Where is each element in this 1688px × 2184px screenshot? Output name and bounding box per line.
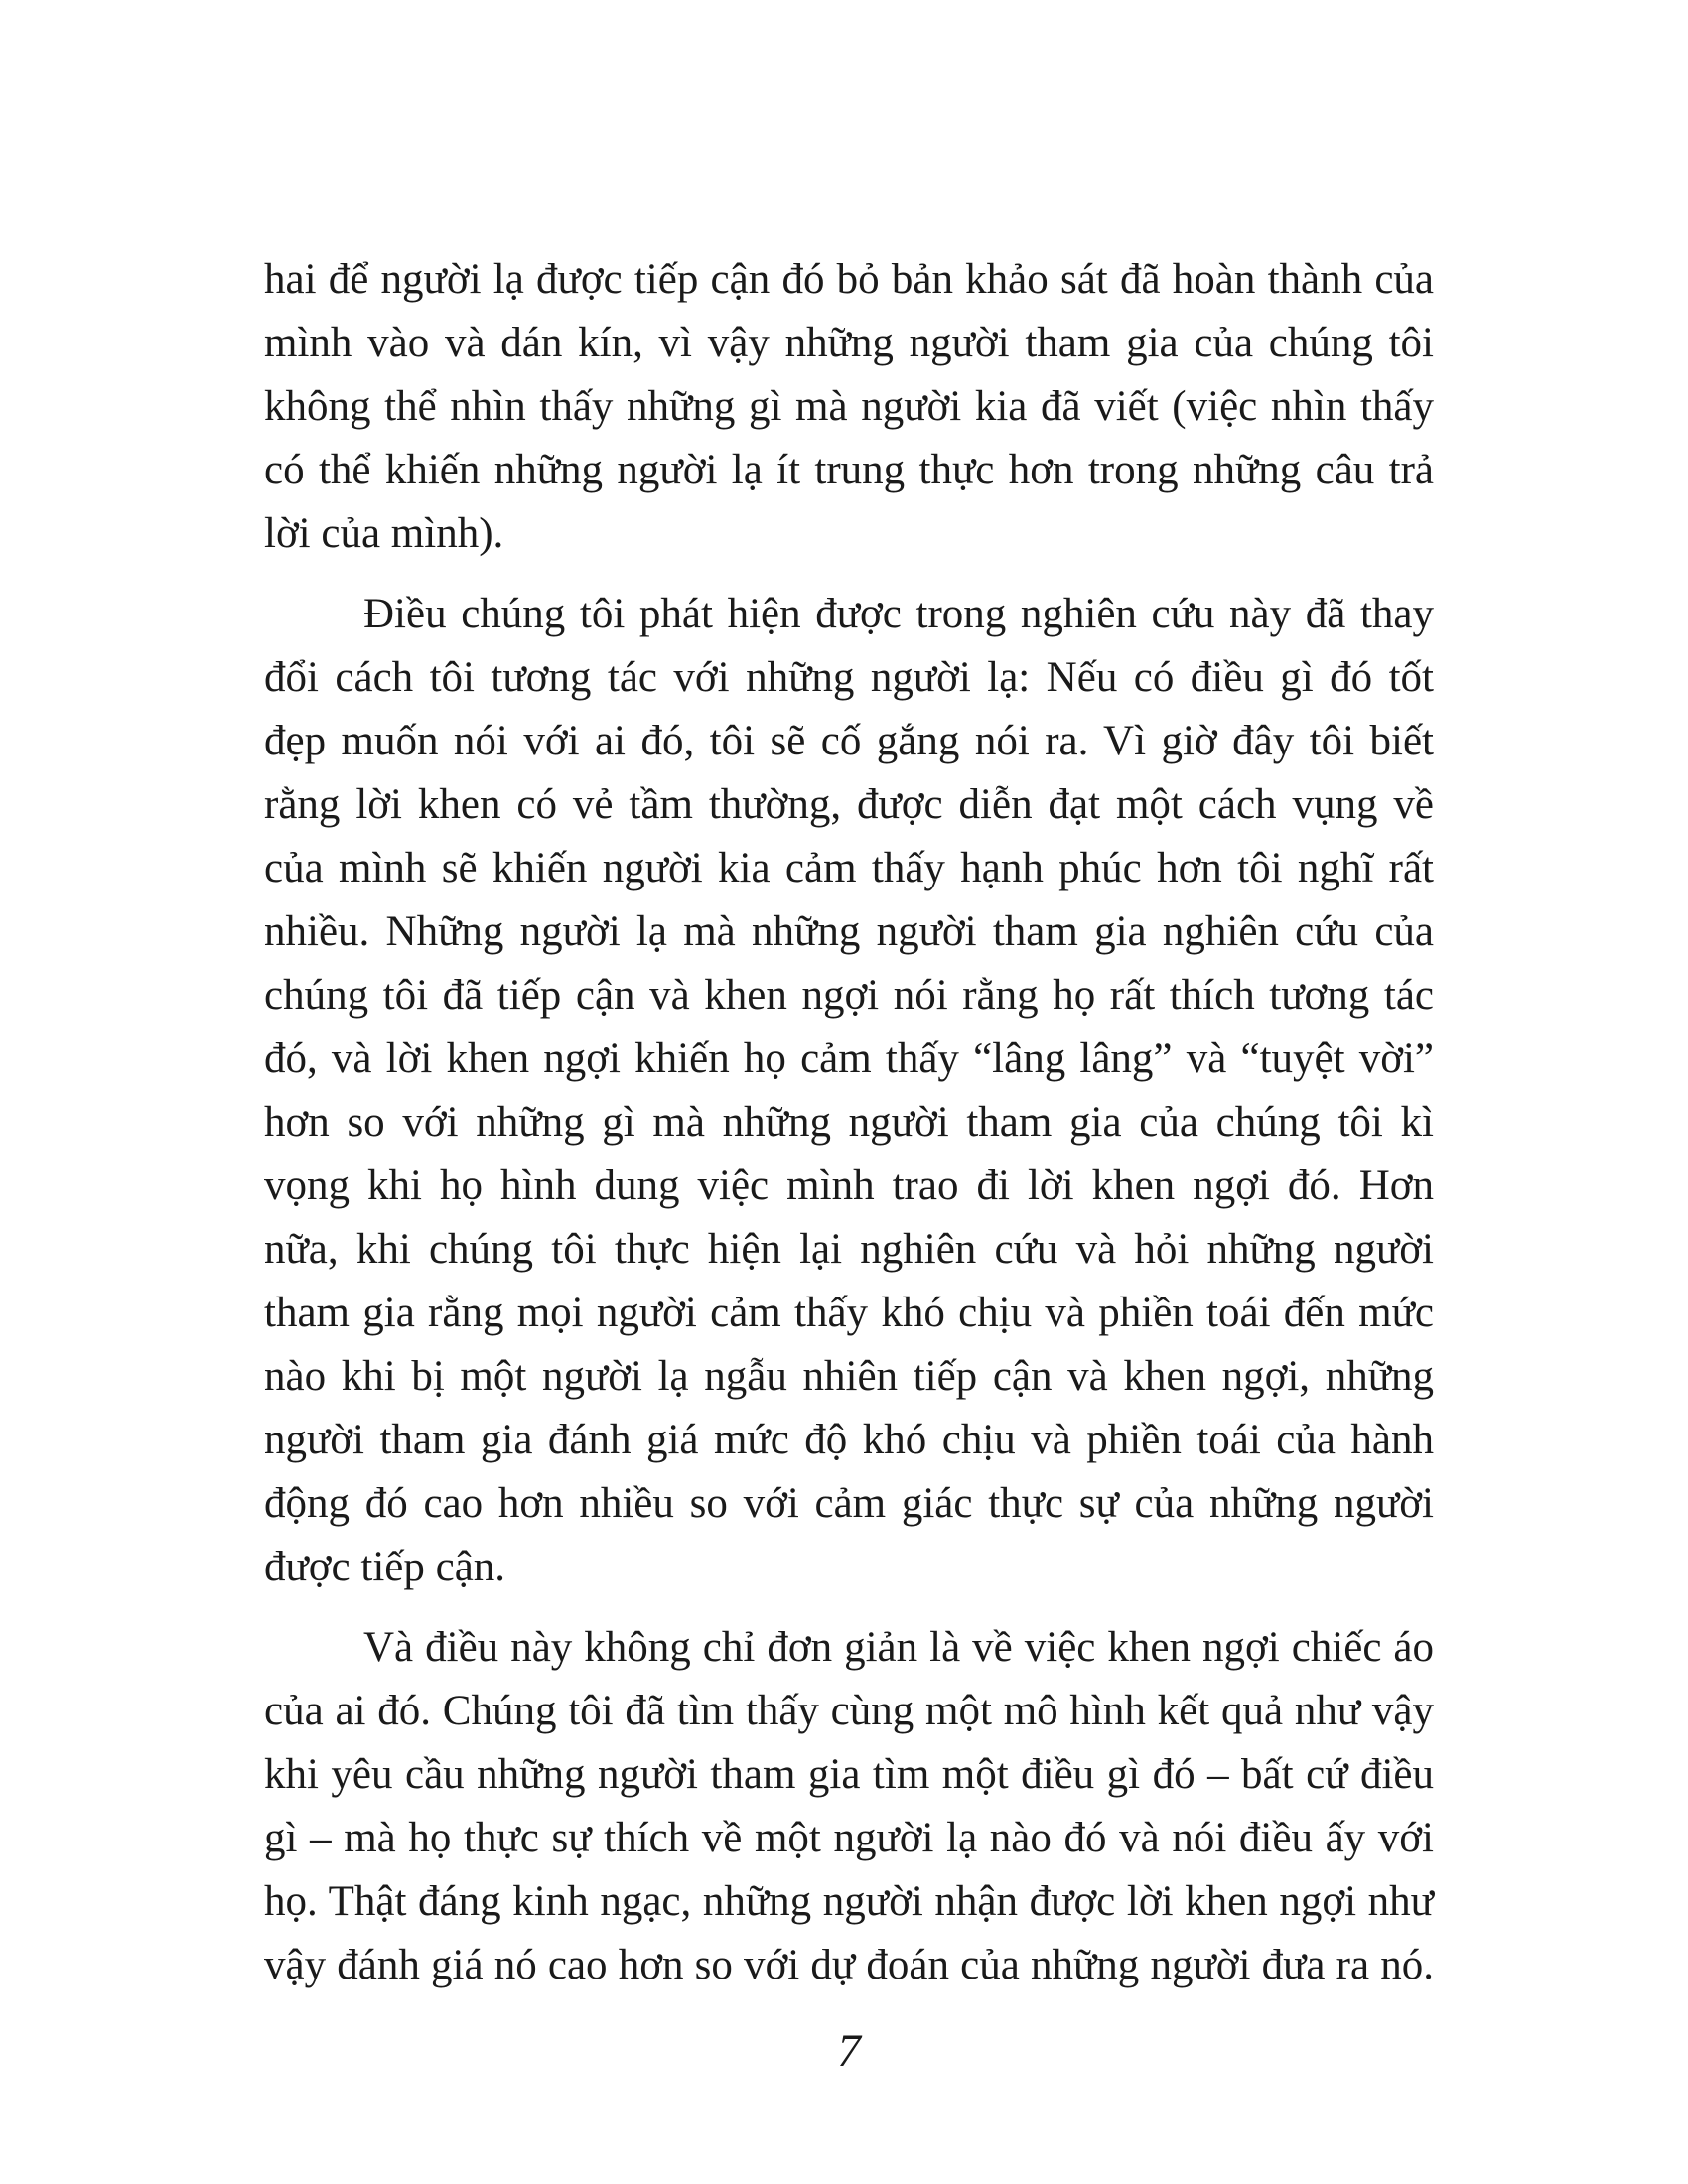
text-line: đó, và lời khen ngợi khiến họ cảm thấy “lâng lâng” và “tuyệt vời” bbox=[264, 1035, 1434, 1082]
text-line: vậy đánh giá nó cao hơn so với dự đoán của những người đưa ra nó. bbox=[264, 1942, 1434, 1988]
paragraph bbox=[264, 1616, 1434, 1997]
text-line: vọng khi họ hình dung việc mình trao đi lời khen ngợi đó. Hơn bbox=[264, 1162, 1434, 1209]
text-block bbox=[264, 248, 1434, 1997]
text-line: rằng lời khen có vẻ tầm thường, được diễn đạt một cách vụng về bbox=[264, 781, 1434, 828]
text-line: nhiều. Những người lạ mà những người tham gia nghiên cứu của bbox=[264, 908, 1434, 955]
text-line: hơn so với những gì mà những người tham gia của chúng tôi kì bbox=[264, 1099, 1434, 1146]
text-line: họ. Thật đáng kinh ngạc, những người nhận được lời khen ngợi như bbox=[264, 1878, 1434, 1925]
text-line: tham gia rằng mọi người cảm thấy khó chịu và phiền toái đến mức bbox=[264, 1290, 1434, 1336]
text-line: Điều chúng tôi phát hiện được trong nghiên cứu này đã thay bbox=[363, 591, 1434, 637]
text-line: khi yêu cầu những người tham gia tìm một điều gì đó – bất cứ điều bbox=[264, 1751, 1434, 1798]
text-line: động đó cao hơn nhiều so với cảm giác thực sự của những người bbox=[264, 1480, 1434, 1527]
text-line: của ai đó. Chúng tôi đã tìm thấy cùng một mô hình kết quả như vậy bbox=[264, 1688, 1434, 1734]
text-line: hai để người lạ được tiếp cận đó bỏ bản khảo sát đã hoàn thành của bbox=[264, 256, 1434, 303]
text-line: đổi cách tôi tương tác với những người lạ: Nếu có điều gì đó tốt bbox=[264, 654, 1434, 701]
text-line: mình vào và dán kín, vì vậy những người tham gia của chúng tôi bbox=[264, 320, 1434, 366]
text-line: được tiếp cận. bbox=[264, 1544, 506, 1590]
text-line: lời của mình). bbox=[264, 510, 504, 557]
paragraph bbox=[264, 583, 1434, 1599]
page-number: 7 bbox=[837, 2025, 861, 2077]
text-line: không thể nhìn thấy những gì mà người kia đã viết (việc nhìn thấy bbox=[264, 383, 1434, 430]
text-line: có thể khiến những người lạ ít trung thực hơn trong những câu trả bbox=[264, 447, 1434, 493]
text-line: người tham gia đánh giá mức độ khó chịu và phiền toái của hành bbox=[264, 1417, 1434, 1463]
text-line: nào khi bị một người lạ ngẫu nhiên tiếp cận và khen ngợi, những bbox=[264, 1353, 1434, 1400]
text-line: chúng tôi đã tiếp cận và khen ngợi nói rằng họ rất thích tương tác bbox=[264, 972, 1434, 1019]
paragraph bbox=[264, 248, 1434, 566]
text-line: đẹp muốn nói với ai đó, tôi sẽ cố gắng nói ra. Vì giờ đây tôi biết bbox=[264, 718, 1434, 764]
text-line: Và điều này không chỉ đơn giản là về việc khen ngợi chiếc áo bbox=[363, 1624, 1434, 1671]
text-line: nữa, khi chúng tôi thực hiện lại nghiên cứu và hỏi những người bbox=[264, 1226, 1434, 1273]
text-line: gì – mà họ thực sự thích về một người lạ nào đó và nói điều ấy với bbox=[264, 1815, 1434, 1861]
text-line: của mình sẽ khiến người kia cảm thấy hạnh phúc hơn tôi nghĩ rất bbox=[264, 845, 1434, 891]
